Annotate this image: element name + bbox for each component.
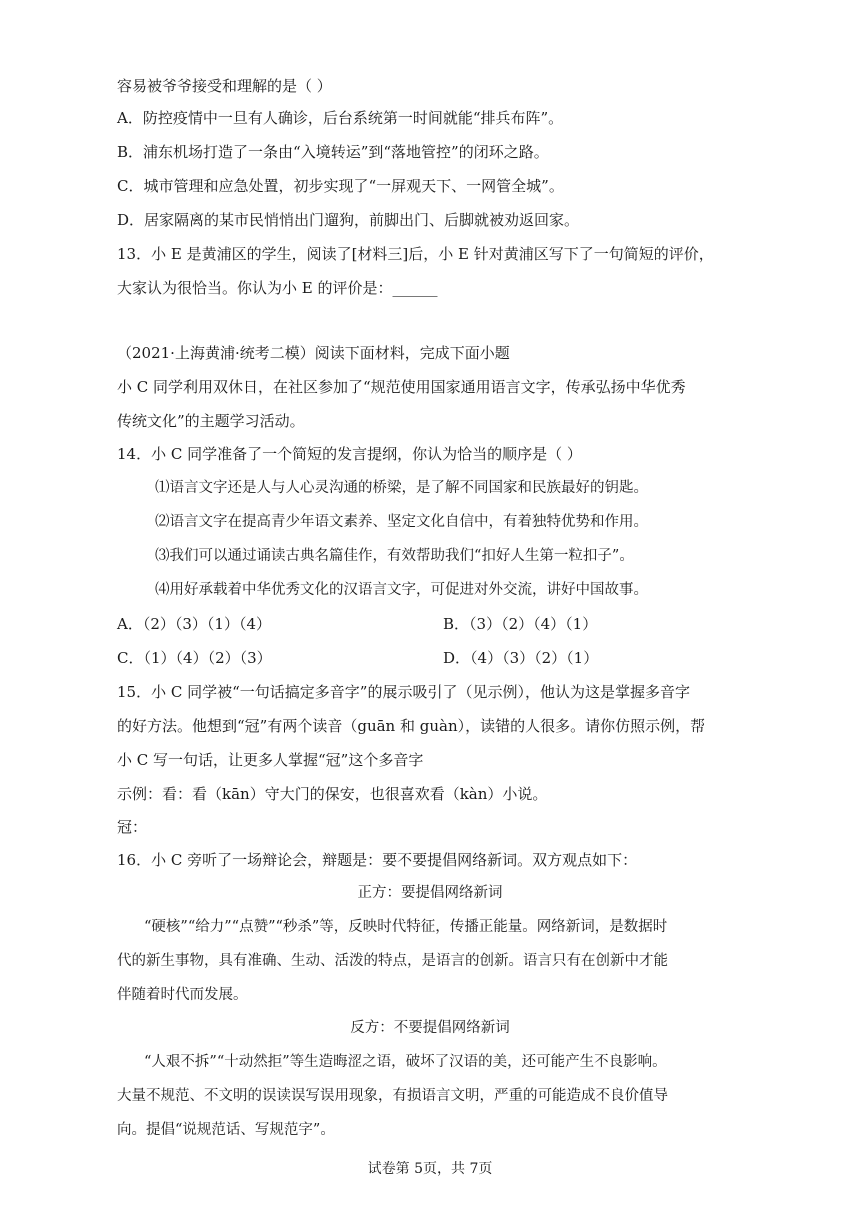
q16-con-line-2: 大量不规范、不文明的误读误写误用现象，有损语言文明，严重的可能造成不良价值导	[117, 1088, 668, 1104]
q14-option-b: B．（3）（2）（4）（1）	[443, 615, 598, 633]
q16-pro-line-3: 伴随着时代而发展。	[117, 987, 248, 1003]
q15-answer-label: 冠：	[117, 818, 148, 836]
q16-stem: 16．小 C 旁听了一场辩论会，辩题是：要不要提倡网络新词。双方观点如下：	[117, 851, 638, 869]
q16-pro-title: 正方：要提倡网络新词	[357, 885, 503, 901]
section-source: （2021·上海黄浦·统考二模）阅读下面材料，完成下面小题	[117, 344, 510, 362]
q14-option-a: A．（2）（3）（1）（4）	[117, 615, 272, 633]
q14-stem: 14．小 C 同学准备了一个简短的发言提纲，你认为恰当的顺序是（ ）	[117, 445, 582, 463]
q13-line-2: 大家认为很恰当。你认为小 E 的评价是：______	[117, 279, 438, 297]
q16-pro-line-1: “硬核”“给力”“点赞”“秒杀”等，反映时代特征，传播正能量。网络新词，是数据时	[144, 919, 668, 935]
q12-option-c: C．城市管理和应急处置，初步实现了“一屏观天下、一网管全城”。	[117, 177, 564, 195]
q14-option-d: D．（4）（3）（2）（1）	[443, 649, 599, 667]
q13-line-1: 13．小 E 是黄浦区的学生，阅读了[材料三]后，小 E 针对黄浦区写下了一句简短的评价，	[117, 245, 714, 263]
q14-item-4: ⑷用好承载着中华优秀文化的汉语言文字，可促进对外交流，讲好中国故事。	[155, 582, 648, 598]
q12-option-b: B．浦东机场打造了一条由“入境转运”到“落地管控”的闭环之路。	[117, 143, 549, 161]
q14-item-3: ⑶我们可以通过诵读古典名篇佳作，有效帮助我们“扣好人生第一粒扣子”。	[155, 548, 634, 564]
page-footer: 试卷第 5页，共 7页	[367, 1161, 493, 1177]
q12-option-a: A．防控疫情中一旦有人确诊，后台系统第一时间就能“排兵布阵”。	[117, 109, 564, 127]
section-intro-2: 传统文化”的主题学习活动。	[117, 412, 305, 430]
q14-option-c: C．（1）（4）（2）（3）	[117, 649, 272, 667]
q15-line-3: 小 C 写一句话，让更多人掌握“冠”这个多音字	[117, 751, 424, 769]
q16-con-line-3: 向。提倡“说规范话、写规范字”。	[117, 1122, 335, 1138]
q16-con-title: 反方：不要提倡网络新词	[350, 1020, 510, 1036]
q12-option-d: D．居家隔离的某市民悄悄出门遛狗，前脚出门、后脚就被劝返回家。	[117, 211, 580, 229]
q14-item-2: ⑵语言文字在提高青少年语文素养、坚定文化自信中，有着独特优势和作用。	[155, 514, 648, 530]
section-intro-1: 小 C 同学利用双休日，在社区参加了“规范使用国家通用语言文字，传承弘扬中华优秀	[117, 378, 686, 396]
q16-con-line-1: “人艰不拆”“十动然拒”等生造晦涩之语，破坏了汉语的美，还可能产生不良影响。	[144, 1054, 667, 1070]
q15-line-1: 15．小 C 同学被“一句话搞定多音字”的展示吸引了（见示例），他认为这是掌握多音字	[117, 683, 690, 701]
q12-stem-tail: 容易被爷爷接受和理解的是（ ）	[117, 77, 332, 95]
q16-pro-line-2: 代的新生事物，具有准确、生动、活泼的特点，是语言的创新。语言只有在创新中才能	[117, 953, 668, 969]
q15-example: 示例：看：看（kān）守大门的保安，也很喜欢看（kàn）小说。	[117, 785, 548, 803]
q14-item-1: ⑴语言文字还是人与人心灵沟通的桥梁，是了解不同国家和民族最好的钥匙。	[155, 480, 648, 496]
q15-line-2: 的好方法。他想到“冠”有两个读音（guān 和 guàn），读错的人很多。请你仿照示例，帮	[117, 717, 706, 735]
